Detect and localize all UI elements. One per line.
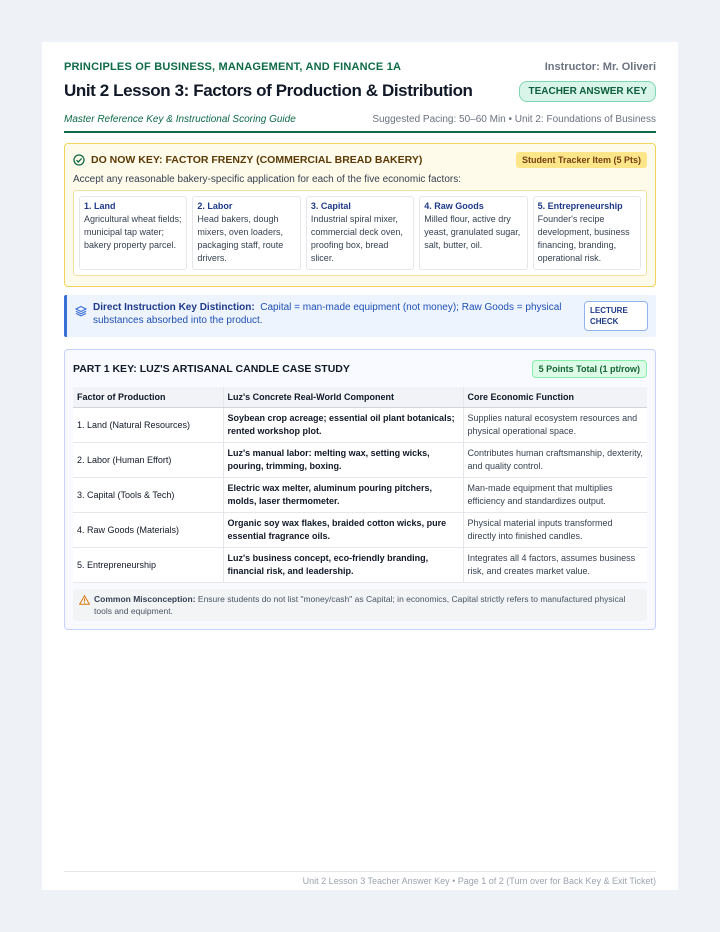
component-cell: Luz's manual labor: melting wax, setting wicks, pouring, trimming, boxing. (223, 443, 463, 478)
warning-triangle-icon (79, 595, 90, 605)
factor-cell: 1. Land (Natural Resources) (73, 408, 223, 443)
factor-cell: 3. Capital (Tools & Tech) (73, 478, 223, 513)
do-now-section (64, 143, 656, 287)
factor-cards (73, 190, 647, 276)
direct-instruction-callout (64, 295, 656, 337)
do-now-title: DO NOW KEY: FACTOR FRENZY (COMMERCIAL BREAD BAKERY) (91, 154, 423, 166)
component-cell: Soybean crop acreage; essential oil plant botanicals; rented workshop plot. (223, 408, 463, 443)
points-badge: 5 Points Total (1 pt/row) (532, 360, 647, 378)
check-circle-icon (73, 154, 85, 166)
function-cell: Man-made equipment that multiplies efficiency and standardizes output. (463, 478, 647, 513)
part1-title: PART 1 KEY: LUZ'S ARTISANAL CANDLE CASE STUDY (73, 363, 350, 375)
lecture-check-badge: LECTURE CHECK (584, 301, 648, 331)
page-content (64, 58, 656, 890)
factor-name: 4. Raw Goods (424, 201, 484, 211)
misconception-body: Ensure students do not list "money/cash" as Capital; in economics, Capital strictly refers to manufactured physical tools and equipment. (94, 594, 626, 616)
factor-desc: Industrial spiral mixer, commercial deck oven, proofing box, bread slicer. (310, 214, 403, 263)
factor-card-capital (306, 196, 414, 270)
function-cell: Integrates all 4 factors, assumes business risk, and creates market value. (463, 548, 647, 583)
page-footer: Unit 2 Lesson 3 Teacher Answer Key • Page 1 of 2 (Turn over for Back Key & Exit Ticket) (64, 871, 656, 886)
direct-instruction-text (93, 301, 576, 327)
answer-key-page (42, 42, 678, 890)
table-row (73, 478, 647, 513)
factor-card-land (79, 196, 187, 270)
part1-header (73, 360, 647, 378)
teacher-key-badge: TEACHER ANSWER KEY (519, 81, 656, 102)
factor-cell: 5. Entrepreneurship (73, 548, 223, 583)
table-row (73, 548, 647, 583)
factor-name: 2. Labor (197, 201, 233, 211)
function-cell: Contributes human craftsmanship, dexterity, and quality control. (463, 443, 647, 478)
layers-icon (75, 305, 87, 317)
do-now-intro: Accept any reasonable bakery-specific application for each of the five economic factors: (73, 174, 461, 185)
component-cell: Electric wax melter, aluminum pouring pitchers, molds, laser thermometer. (223, 478, 463, 513)
page-subtitle: Master Reference Key & Instructional Scoring Guide (64, 114, 296, 125)
do-now-header (73, 152, 647, 168)
factor-name: 5. Entrepreneurship (537, 201, 623, 211)
factor-desc: Head bakers, dough mixers, oven loaders, packaging staff, route drivers. (197, 214, 284, 263)
direct-instruction-label: Direct Instruction Key Distinction: (93, 302, 255, 313)
table-row (73, 513, 647, 548)
misconception-label: Common Misconception: (94, 594, 196, 604)
factor-card-raw-goods (419, 196, 527, 270)
factor-name: 3. Capital (310, 201, 351, 211)
factor-desc: Milled flour, active dry yeast, granulated sugar, salt, butter, oil. (424, 214, 521, 250)
column-header-factor: Factor of Production (73, 387, 223, 408)
column-header-component: Luz's Concrete Real-World Component (223, 387, 463, 408)
misconception-text (94, 593, 641, 617)
part1-section (64, 349, 656, 630)
table-header-row (73, 387, 647, 408)
factor-cell: 2. Labor (Human Effort) (73, 443, 223, 478)
misconception-note (73, 589, 647, 621)
table-row (73, 443, 647, 478)
case-study-table (73, 387, 647, 583)
do-now-title-wrap (73, 154, 422, 166)
component-cell: Organic soy wax flakes, braided cotton wicks, pure essential fragrance oils. (223, 513, 463, 548)
function-cell: Physical material inputs transformed directly into finished candles. (463, 513, 647, 548)
factor-desc: Founder's recipe development, business financing, branding, operational risk. (537, 214, 630, 263)
direct-instruction-body: Capital = man-made equipment (not money); Raw Goods = physical substances absorbed into the product. (93, 302, 562, 326)
page-title: Unit 2 Lesson 3: Factors of Production & Distribution (64, 81, 473, 100)
component-cell: Luz's business concept, eco-friendly branding, financial risk, and leadership. (223, 548, 463, 583)
factor-name: 1. Land (84, 201, 116, 211)
header-top (64, 58, 656, 76)
pacing-info: Suggested Pacing: 50–60 Min • Unit 2: Foundations of Business (372, 114, 656, 125)
course-name: PRINCIPLES OF BUSINESS, MANAGEMENT, AND FINANCE 1A (64, 61, 402, 73)
table-row (73, 408, 647, 443)
factor-cell: 4. Raw Goods (Materials) (73, 513, 223, 548)
factor-card-entrepreneurship (533, 196, 641, 270)
header-title-row (64, 78, 656, 104)
tracker-badge: Student Tracker Item (5 Pts) (516, 152, 647, 168)
factor-desc: Agricultural wheat fields; municipal tap water; bakery property parcel. (84, 214, 182, 250)
function-cell: Supplies natural ecosystem resources and physical operational space. (463, 408, 647, 443)
header-meta-row (64, 114, 656, 133)
factor-card-labor (192, 196, 300, 270)
instructor-name: Instructor: Mr. Oliveri (544, 61, 656, 73)
column-header-function: Core Economic Function (463, 387, 647, 408)
